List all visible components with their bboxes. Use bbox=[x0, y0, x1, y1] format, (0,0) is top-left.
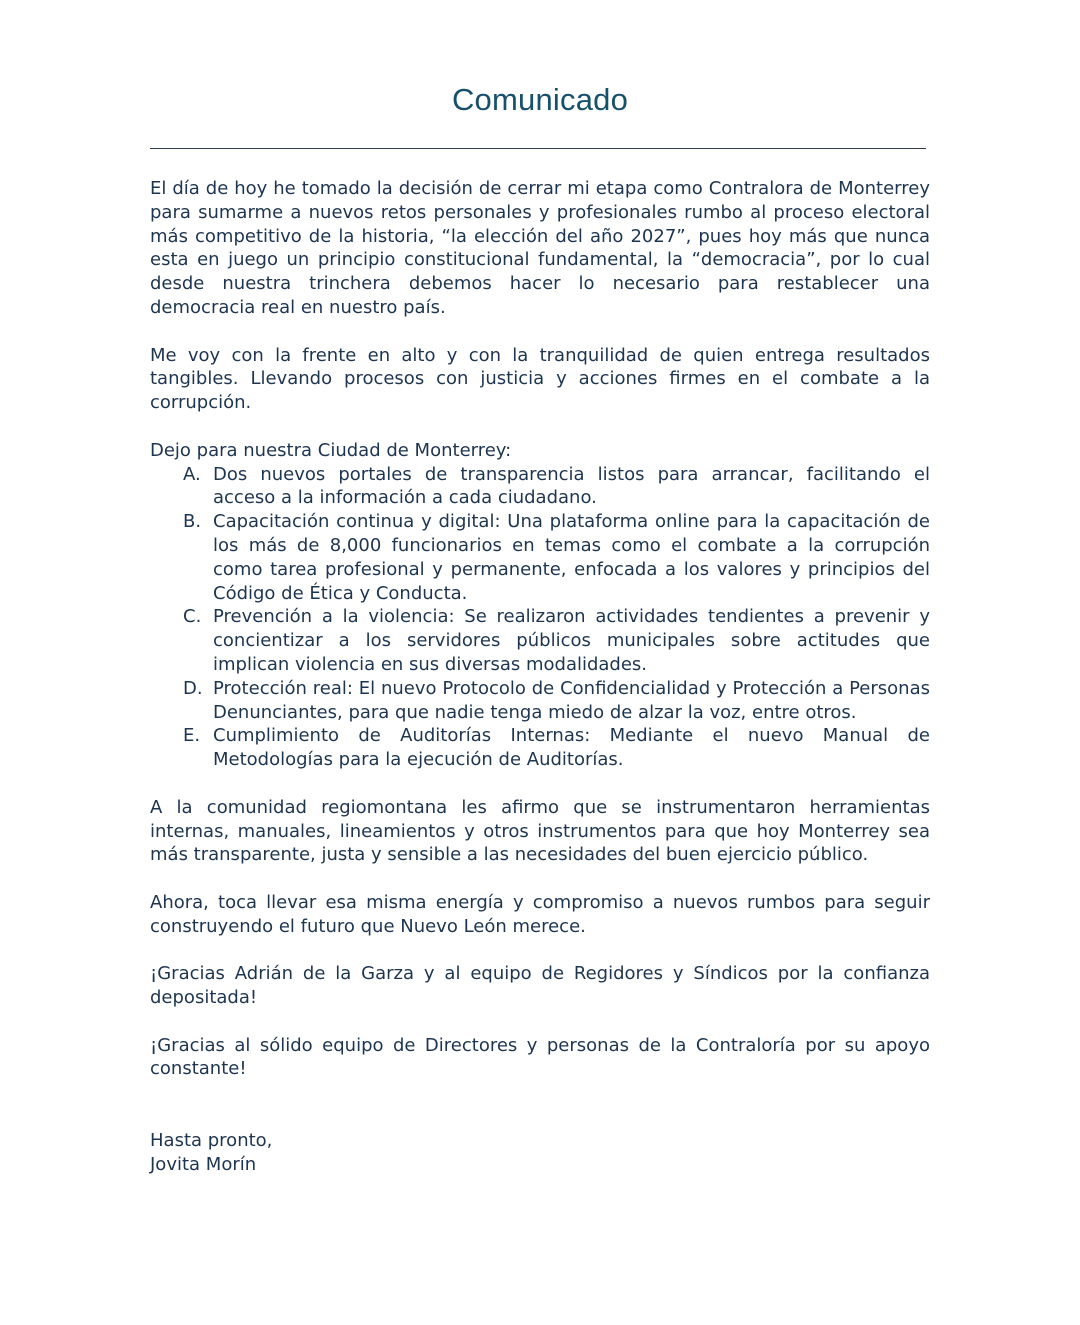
list-item bbox=[150, 510, 930, 605]
list-item bbox=[150, 677, 930, 725]
paragraph-results: Me voy con la frente en alto y con la tranquilidad de quien entrega resultados tangibles. Llevando procesos con justicia y acciones firmes en el combate a la corrupción. bbox=[150, 344, 930, 414]
list-marker: A. bbox=[183, 463, 201, 485]
title-divider bbox=[150, 148, 926, 149]
list-item bbox=[150, 605, 930, 676]
list-item bbox=[150, 724, 930, 772]
list-marker: E. bbox=[183, 725, 201, 747]
document-body bbox=[150, 177, 930, 1176]
paragraph-next-steps: Ahora, toca llevar esa misma energía y compromiso a nuevos rumbos para seguir construyendo el futuro que Nuevo León merece. bbox=[150, 891, 930, 937]
list-marker: D. bbox=[183, 677, 203, 699]
list-item-text: Capacitación continua y digital: Una plataforma online para la capacitación de los más de 8,000 funcionarios en temas como el combate a la corrupción como tarea profesional y permanente, enfocada a los valores y principios del Código de Ética y Conducta. bbox=[213, 511, 930, 604]
list-marker: B. bbox=[183, 511, 202, 533]
list-marker: C. bbox=[183, 606, 202, 628]
paragraph-thanks-council: ¡Gracias Adrián de la Garza y al equipo de Regidores y Síndicos por la confianza depositada! bbox=[150, 963, 930, 1009]
list-item-text: Protección real: El nuevo Protocolo de Confidencialidad y Protección a Personas Denunciantes, para que nadie tenga miedo de alzar la voz, entre otros. bbox=[213, 677, 930, 723]
signature-name: Jovita Morín bbox=[150, 1153, 257, 1175]
list-item bbox=[150, 463, 930, 511]
paragraph-announcement: El día de hoy he tomado la decisión de cerrar mi etapa como Contralora de Monterrey para sumarme a nuevos retos personales y profesionales rumbo al proceso electoral más competitivo de la historia, “la elección del año 2027”, pues hoy más que nunca esta en juego un principio constitucional fundamental, la “democracia”, por lo cual desde nuestra trinchera debemos hacer lo necesario para restablecer una democracia real en nuestro país. bbox=[150, 178, 930, 318]
list-item-text: Prevención a la violencia: Se realizaron actividades tendientes a prevenir y concientizar a los servidores públicos municipales sobre actitudes que implican violencia en sus diversas modalidades. bbox=[213, 606, 930, 675]
document-title: Comunicado bbox=[451, 82, 629, 117]
list-intro: Dejo para nuestra Ciudad de Monterrey: bbox=[150, 439, 512, 461]
paragraph-community: A la comunidad regiomontana les afirmo que se instrumentaron herramientas internas, manuales, lineamientos y otros instrumentos para que hoy Monterrey sea más transparente, justa y sensible a las necesidades del buen ejercicio público. bbox=[150, 796, 930, 866]
farewell-line: Hasta pronto, bbox=[150, 1129, 273, 1151]
paragraph-thanks-team: ¡Gracias al sólido equipo de Directores y personas de la Contraloría por su apoyo constante! bbox=[150, 1034, 930, 1080]
list-item-text: Cumplimiento de Auditorías Internas: Mediante el nuevo Manual de Metodologías para la ejecución de Auditorías. bbox=[213, 725, 930, 771]
list-item-text: Dos nuevos portales de transparencia listos para arrancar, facilitando el acceso a la información a cada ciudadano. bbox=[213, 463, 930, 509]
achievements-list bbox=[150, 463, 930, 772]
